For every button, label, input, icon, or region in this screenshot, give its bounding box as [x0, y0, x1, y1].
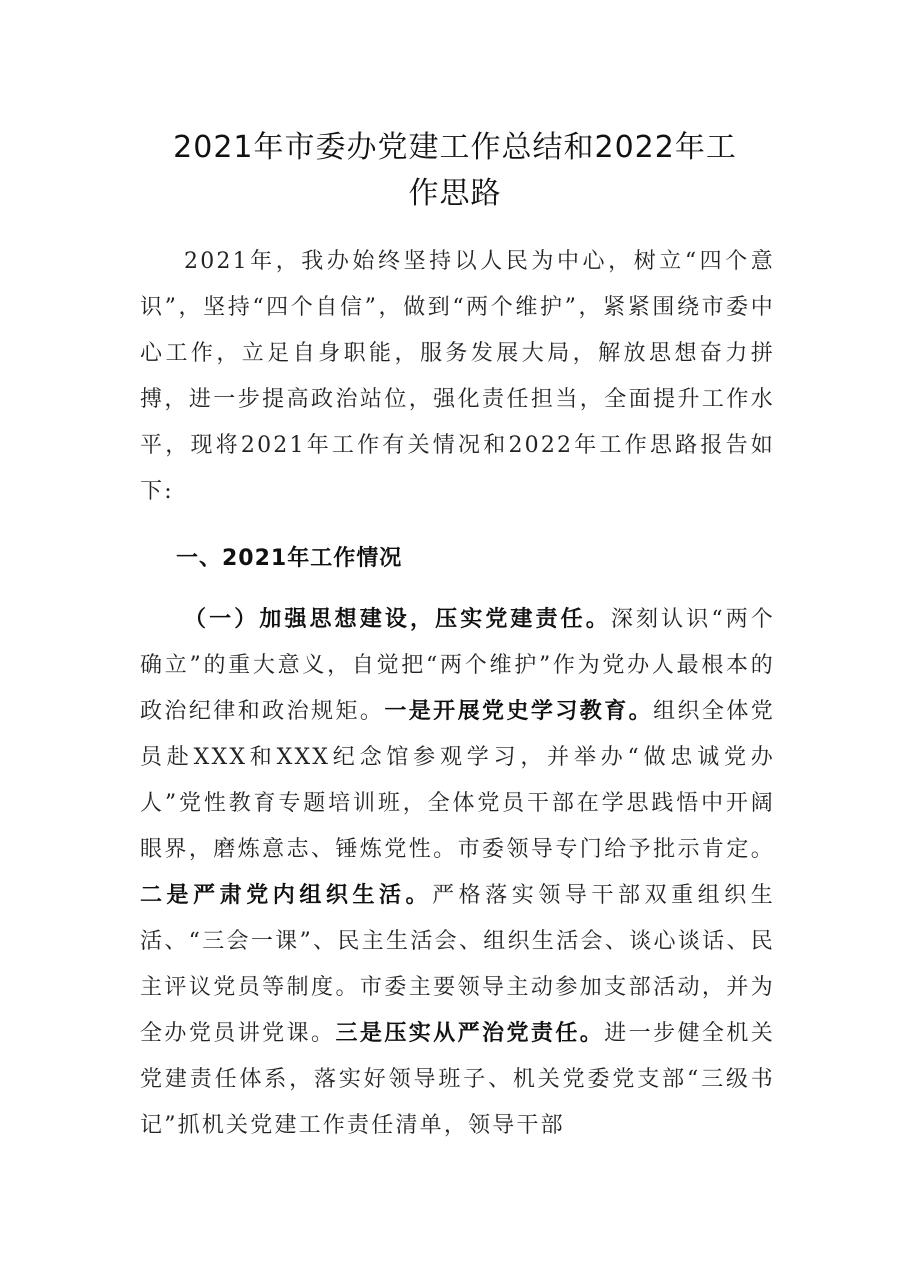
point-2-label: 二是严肃党内组织生活。	[140, 883, 433, 908]
point-1-label: 一是开展党史学习教育。	[384, 699, 654, 724]
point-3-label: 三是压实从严治党责任。	[335, 1021, 605, 1046]
section-1-text	[140, 597, 775, 1149]
document-title-line-1: 2021年市委办党建工作总结和2022年工	[173, 130, 737, 165]
subsection-intro-text: 深刻认识“两个确立”的重大意义，自觉把“两个维护”作为党办人最根本的政治纪律和政治规矩。	[140, 607, 776, 724]
point-1-text: 组织全体党员赴XXX和XXX纪念馆参观学习，并举办“做忠诚党办人”党性教育专题培训班，全体党员干部在学思践悟中开阔眼界，磨炼意志、锤炼党性。市委领导专门给予批示肯定。	[140, 699, 775, 862]
intro-text: 2021年，我办始终坚持以人民为中心，树立“四个意识”，坚持“四个自信”，做到“两个维护”，紧紧围绕市委中心工作，立足自身职能，服务发展大局，解放思想奋力拼搏，进一步提高政治站位，强化责任担当，全面提升工作水平，现将2021年工作有关情况和2022年工作思路报告如下:	[140, 249, 775, 504]
section-heading: 一、2021年工作情况	[176, 546, 403, 571]
subsection-heading: （一）加强思想建设，压实党建责任。	[184, 607, 611, 632]
section-1-paragraph	[140, 597, 775, 1149]
intro-paragraph	[140, 239, 775, 515]
point-2-text: 严格落实领导干部双重组织生活、“三会一课”、民主生活会、组织生活会、谈心谈话、民主评议党员等制度。市委主要领导主动参加支部活动，并为全办党员讲党课。	[140, 883, 775, 1046]
document-title-line-2: 作思路	[408, 176, 502, 211]
point-3-text: 进一步健全机关党建责任体系，落实好领导班子、机关党委党支部“三级书记”抓机关党建工作责任清单，领导干部	[140, 1021, 775, 1138]
